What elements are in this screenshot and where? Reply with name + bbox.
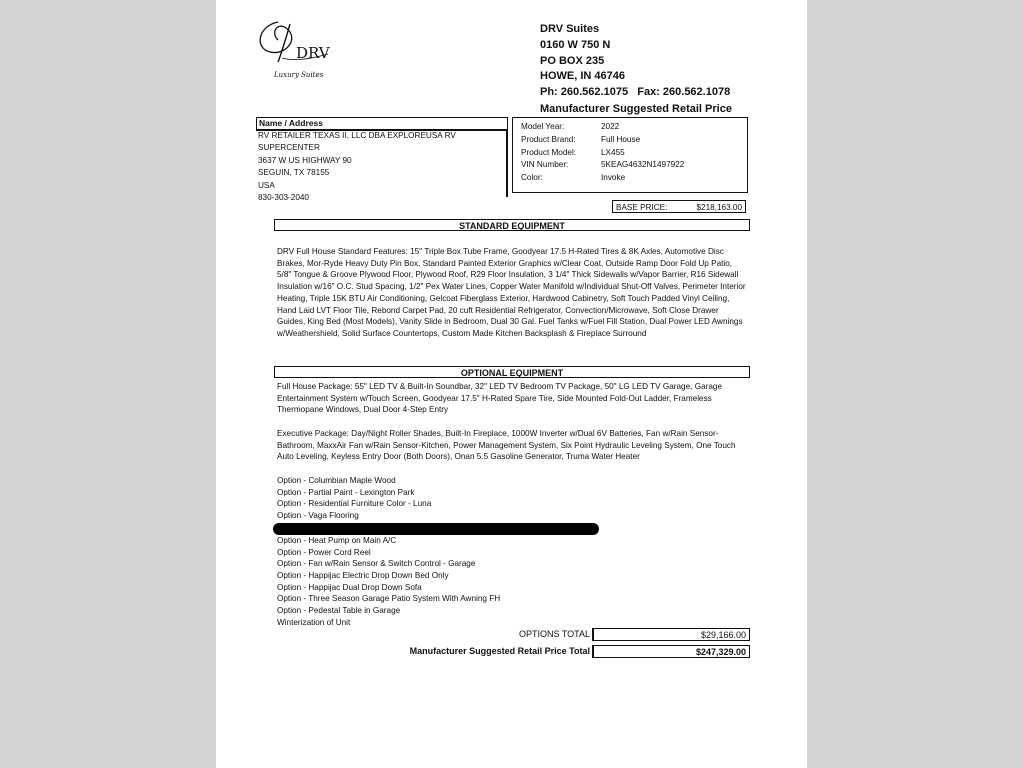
full-house-package-text: Full House Package: 55" LED TV & Built-In Soundbar, 32" LED TV Bedroom TV Package, 50" LG LED TV Garage, Garage Entertainment System w/Touch Screen, Goodyear 17.5" H-Rated Spare Tire, Side Mounted Fold-Out Ladder, Frameless Thermopane Windows, Dual Door 4-Step Entry: [277, 382, 723, 415]
dealer-name: DRV Suites: [540, 23, 600, 35]
name-address-block: [256, 130, 508, 203]
redaction-bar: [273, 523, 599, 535]
address-line: SEGUIN, TX 78155: [258, 168, 330, 178]
standard-equipment-text: DRV Full House Standard Features: 15" Triple Box Tube Frame, Goodyear 17.5 H-Rated Tires & 8K Axles, Automotive Disc Brakes, Mor-Ryde Heavy Duty Pin Box, Standard Painted Exterior Graphics w/Clear Coat, Outside Ramp Door Fold Up Patio, 5/8" Tongue & Groove Plywood Floor, Plywood Roof, R29 Floor Insulation, 3 1/4" Thick Sidewalls w/Vapor Barrier, R16 Sidewall Insulation w/16" O.C. Stud Spacing, 1/2" Pex Water Lines, Copper Water Manifold w/Individual Shut-Off Valves, Perimeter Interior Heating, Triple 15K BTU Air Conditioning, Gelcoat Fiberglass Exterior, Hardwood Cabinetry, Soft Touch Padded Vinyl Ceiling, Hand Laid LVT Floor Tile, Rebond Carpet Pad, 20 cuft Residential Refrigerator, Convection/Microwave, Soft Close Drawer Guides, King Bed (Most Models), Vanity Slide in Bedroom, Dual 30 Gal. Fuel Tanks w/Fuel Fill Station, Dual Power LED Awnings w/Weathershield, Solid Surface Countertops, Custom Made Kitchen Backsplash & Fireplace Surround: [277, 247, 746, 338]
vehicle-info-box: [512, 117, 748, 193]
dealer-info: [540, 22, 732, 118]
option-item: Option - Pedestal Table in Garage: [277, 606, 401, 616]
base-price-box: [612, 200, 746, 213]
option-item: Option - Residential Furniture Color - Luna: [277, 499, 432, 509]
option-item: Option - Happijac Dual Drop Down Sofa: [277, 582, 422, 592]
address-line: SUPERCENTER: [258, 143, 320, 153]
document-page: [216, 0, 807, 768]
address-line: RV RETAILER TEXAS II, LLC DBA EXPLOREUSA RV: [258, 131, 456, 140]
options-list: [277, 475, 599, 628]
name-address-heading: Name / Address: [256, 117, 508, 131]
document-title: Manufacturer Suggested Retail Price: [540, 102, 732, 115]
option-item: Option - Columbian Maple Wood: [277, 476, 396, 485]
options-total-label: OPTIONS TOTAL: [518, 629, 590, 639]
optional-equipment-heading: OPTIONAL EQUIPMENT: [274, 366, 750, 378]
option-item: Option - Power Cord Reel: [277, 547, 371, 557]
msrp-total-value: $247,329.00: [592, 645, 750, 658]
address-line: USA: [258, 180, 275, 190]
base-price-label: BASE PRICE:: [616, 203, 668, 212]
option-item: Option - Three Season Garage Patio System With Awning FH: [277, 594, 501, 604]
address-line: 830-303-2040: [258, 193, 309, 203]
option-item: Option - Vaga Flooring: [277, 511, 359, 521]
svg-text:Luxury Suites: Luxury Suites: [274, 71, 324, 79]
address-line: 3637 W US HIGHWAY 90: [258, 155, 352, 165]
vehicle-row-model-year: Model Year: 2022: [521, 122, 620, 131]
msrp-total-label: Manufacturer Suggested Retail Price Total: [409, 646, 590, 656]
base-price-value: $218,163.00: [696, 203, 742, 212]
dealer-city: HOWE, IN 46746: [540, 70, 625, 83]
vehicle-row-brand: Product Brand: Full House: [521, 134, 641, 144]
option-item: Option - Partial Paint - Lexington Park: [277, 487, 415, 497]
option-item: Option - Heat Pump on Main A/C: [277, 535, 397, 545]
option-item: Option - Happijac Electric Drop Down Bed Only: [277, 570, 449, 580]
dealer-address-1: 0160 W 750 N: [540, 38, 611, 51]
dealer-phone-fax: Ph: 260.562.1075 Fax: 260.562.1078: [540, 86, 731, 99]
vehicle-row-color: Color: Invoke: [521, 173, 626, 183]
dealer-address-2: PO BOX 235: [540, 54, 605, 67]
vehicle-row-model: Product Model: LX455: [521, 147, 625, 157]
option-item: Option - Fan w/Rain Sensor & Switch Control - Garage: [277, 559, 476, 569]
svg-text:DRV: DRV: [296, 44, 330, 62]
vehicle-row-vin: VIN Number: 5KEAG4632N1497922: [521, 160, 685, 170]
drv-logo: [256, 18, 342, 82]
option-item: Winterization of Unit: [277, 617, 351, 627]
options-total-value: $29,166.00: [592, 628, 750, 641]
executive-package-text: Executive Package: Day/Night Roller Shades, Built-In Fireplace, 1000W Inverter w/Dual 6V Batteries, Fan w/Rain Sensor-Bathroom, MaxxAir Fan w/Rain Sensor-Kitchen, Power Management System, Six Point Hydraulic Leveling System, One Touch Auto Leveling, Keyless Entry Door (Both Doors), Onan 5.5 Gasoline Generator, Truma Water Heater: [277, 429, 736, 462]
standard-equipment-heading: STANDARD EQUIPMENT: [274, 219, 750, 231]
